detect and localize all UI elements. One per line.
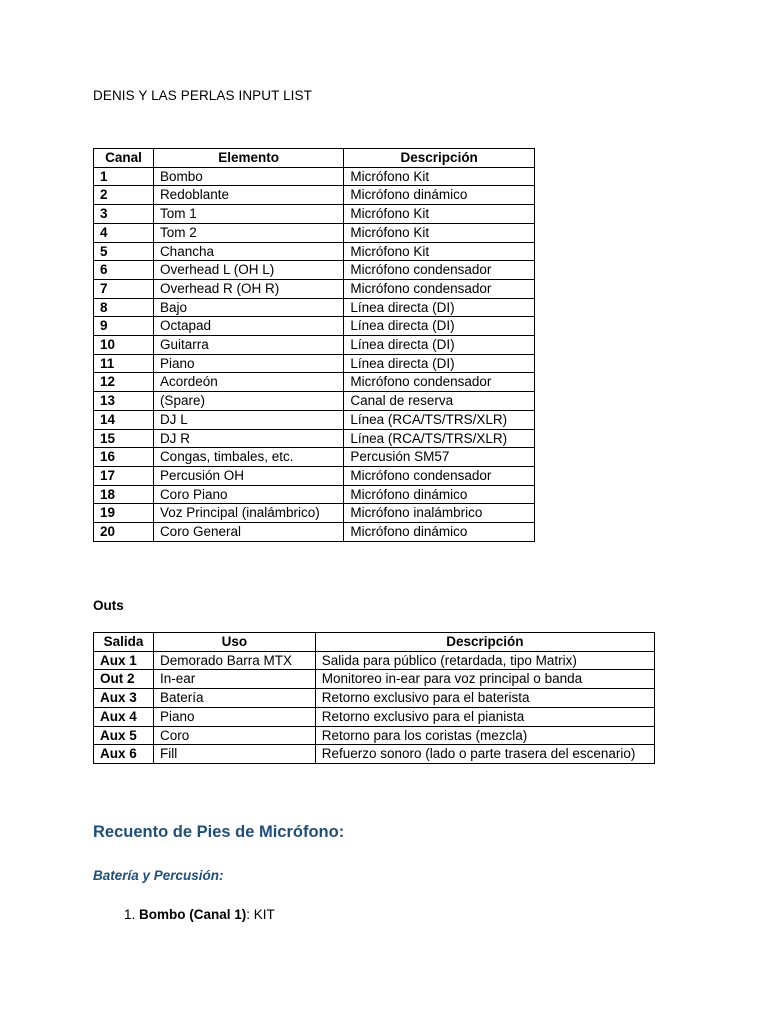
table-cell: Coro xyxy=(153,726,315,745)
table-cell: Micrófono condensador xyxy=(344,373,535,392)
table-cell: Micrófono Kit xyxy=(344,223,535,242)
table-row xyxy=(94,448,535,467)
table-row xyxy=(94,726,655,745)
column-header-descripcion: Descripción xyxy=(344,149,535,168)
table-row xyxy=(94,373,535,392)
page-title: DENIS Y LAS PERLAS INPUT LIST xyxy=(93,88,312,103)
table-cell: Demorado Barra MTX xyxy=(153,651,315,670)
table-cell: Micrófono Kit xyxy=(344,205,535,224)
column-header-elemento: Elemento xyxy=(153,149,343,168)
table-cell: Retorno para los coristas (mezcla) xyxy=(315,726,654,745)
table-cell: 18 xyxy=(94,485,154,504)
table-cell: 11 xyxy=(94,354,154,373)
table-cell: 1 xyxy=(94,167,154,186)
table-cell: 20 xyxy=(94,523,154,542)
table-cell: Coro General xyxy=(153,523,343,542)
table-row xyxy=(94,651,655,670)
table-cell: Retorno exclusivo para el baterista xyxy=(315,689,654,708)
table-cell: Línea directa (DI) xyxy=(344,354,535,373)
table-row xyxy=(94,392,535,411)
table-cell: Octapad xyxy=(153,317,343,336)
table-cell: Percusión OH xyxy=(153,466,343,485)
table-cell: Monitoreo in-ear para voz principal o banda xyxy=(315,670,654,689)
table-row xyxy=(94,261,535,280)
table-row xyxy=(94,485,535,504)
table-row xyxy=(94,317,535,336)
table-cell: 6 xyxy=(94,261,154,280)
table-cell: 7 xyxy=(94,279,154,298)
table-cell: Línea (RCA/TS/TRS/XLR) xyxy=(344,410,535,429)
table-cell: 15 xyxy=(94,429,154,448)
table-row xyxy=(94,523,535,542)
table-cell: Batería xyxy=(153,689,315,708)
table-cell: Micrófono dinámico xyxy=(344,186,535,205)
table-row xyxy=(94,504,535,523)
table-cell: Chancha xyxy=(153,242,343,261)
table-cell: Aux 3 xyxy=(94,689,154,708)
table-cell: 12 xyxy=(94,373,154,392)
table-cell: Refuerzo sonoro (lado o parte trasera del escenario) xyxy=(315,745,654,764)
table-cell: 4 xyxy=(94,223,154,242)
table-row xyxy=(94,670,655,689)
table-row xyxy=(94,205,535,224)
table-cell: Percusión SM57 xyxy=(344,448,535,467)
table-header-row xyxy=(94,633,655,652)
table-cell: Tom 1 xyxy=(153,205,343,224)
table-cell: 16 xyxy=(94,448,154,467)
table-cell: Aux 4 xyxy=(94,707,154,726)
table-cell: Micrófono inalámbrico xyxy=(344,504,535,523)
table-cell: Congas, timbales, etc. xyxy=(153,448,343,467)
column-header-descripcion: Descripción xyxy=(315,633,654,652)
table-cell: Línea directa (DI) xyxy=(344,336,535,355)
table-cell: In-ear xyxy=(153,670,315,689)
table-cell: DJ R xyxy=(153,429,343,448)
table-cell: Retorno exclusivo para el pianista xyxy=(315,707,654,726)
table-cell: Bajo xyxy=(153,298,343,317)
table-cell: Micrófono dinámico xyxy=(344,485,535,504)
table-header-row xyxy=(94,149,535,168)
table-cell: Aux 1 xyxy=(94,651,154,670)
outs-table xyxy=(93,632,655,764)
table-cell: Micrófono dinámico xyxy=(344,523,535,542)
table-cell: Guitarra xyxy=(153,336,343,355)
table-cell: Acordeón xyxy=(153,373,343,392)
table-row xyxy=(94,242,535,261)
table-cell: Fill xyxy=(153,745,315,764)
table-cell: Bombo xyxy=(153,167,343,186)
table-cell: Overhead R (OH R) xyxy=(153,279,343,298)
table-cell: 13 xyxy=(94,392,154,411)
table-cell: 8 xyxy=(94,298,154,317)
table-row xyxy=(94,429,535,448)
table-row xyxy=(94,223,535,242)
table-cell: 3 xyxy=(94,205,154,224)
table-row xyxy=(94,167,535,186)
table-cell: Micrófono condensador xyxy=(344,466,535,485)
column-header-salida: Salida xyxy=(94,633,154,652)
table-cell: 2 xyxy=(94,186,154,205)
table-cell: Aux 6 xyxy=(94,745,154,764)
table-cell: Micrófono Kit xyxy=(344,167,535,186)
input-list-table xyxy=(93,148,535,542)
subsection-heading: Batería y Percusión: xyxy=(93,868,224,883)
table-row xyxy=(94,336,535,355)
list-item-label: Bombo (Canal 1) xyxy=(139,907,247,922)
table-row xyxy=(94,410,535,429)
table-cell: 14 xyxy=(94,410,154,429)
table-cell: 5 xyxy=(94,242,154,261)
table-row xyxy=(94,186,535,205)
table-row xyxy=(94,689,655,708)
column-header-uso: Uso xyxy=(153,633,315,652)
table-cell: Voz Principal (inalámbrico) xyxy=(153,504,343,523)
table-cell: Aux 5 xyxy=(94,726,154,745)
list-item xyxy=(139,907,275,922)
table-row xyxy=(94,298,535,317)
table-cell: 10 xyxy=(94,336,154,355)
table-cell: Línea directa (DI) xyxy=(344,317,535,336)
table-cell: Piano xyxy=(153,354,343,373)
table-cell: 9 xyxy=(94,317,154,336)
column-header-canal: Canal xyxy=(94,149,154,168)
section-heading: Recuento de Pies de Micrófono: xyxy=(93,823,345,841)
outs-label: Outs xyxy=(93,598,124,613)
table-cell: Piano xyxy=(153,707,315,726)
mic-stand-list xyxy=(93,907,275,922)
table-row xyxy=(94,354,535,373)
table-cell: Coro Piano xyxy=(153,485,343,504)
table-cell: Micrófono condensador xyxy=(344,279,535,298)
table-cell: (Spare) xyxy=(153,392,343,411)
table-cell: DJ L xyxy=(153,410,343,429)
table-cell: Out 2 xyxy=(94,670,154,689)
table-cell: Micrófono condensador xyxy=(344,261,535,280)
list-item-value: : KIT xyxy=(246,907,275,922)
table-row xyxy=(94,466,535,485)
table-cell: Overhead L (OH L) xyxy=(153,261,343,280)
table-cell: Salida para público (retardada, tipo Matrix) xyxy=(315,651,654,670)
table-row xyxy=(94,745,655,764)
table-row xyxy=(94,279,535,298)
table-row xyxy=(94,707,655,726)
table-cell: Micrófono Kit xyxy=(344,242,535,261)
table-cell: Redoblante xyxy=(153,186,343,205)
table-cell: 19 xyxy=(94,504,154,523)
table-cell: Tom 2 xyxy=(153,223,343,242)
table-cell: Línea (RCA/TS/TRS/XLR) xyxy=(344,429,535,448)
table-cell: Línea directa (DI) xyxy=(344,298,535,317)
table-cell: Canal de reserva xyxy=(344,392,535,411)
table-cell: 17 xyxy=(94,466,154,485)
